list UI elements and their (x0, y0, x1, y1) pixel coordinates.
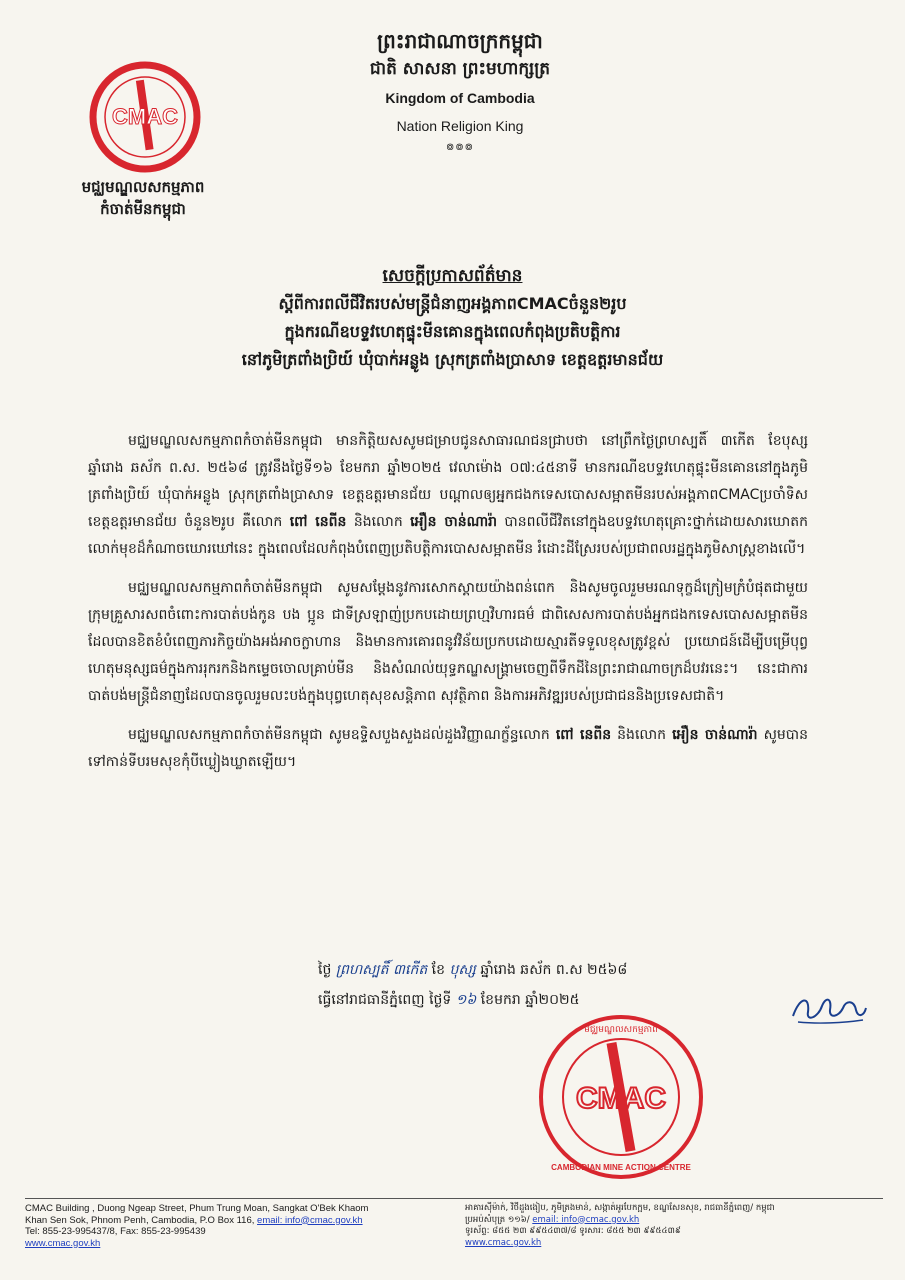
footer-en-email-link[interactable]: email: info@cmac.gov.kh (257, 1214, 363, 1226)
footer-en-address-2 (25, 1215, 445, 1227)
p3-text-a: មជ្ឈមណ្ឌលសកម្មភាពកំចាត់មីនកម្ពុជា សូមឧទ្ទិសបួងសួងដល់ដួងវិញ្ញាណក្ខ័ន្ធលោក (128, 727, 550, 743)
paragraph-1 (88, 428, 808, 563)
paragraph-2: មជ្ឈមណ្ឌលសកម្មភាពកំចាត់មីនកម្ពុជា សូមសម្តែងនូវការសោកស្តាយយ៉ាងពន់ពេក និងសូមចូលរួមមរណទុក្ខដ៏ក្រៀមក្រំបំផុតជាមួយក្រុមគ្រួសារសពចំពោះការបាត់បង់កូន បង ប្អូន ជាទីស្រឡាញ់ប្រកបដោយព្រហ្មវិហារធម៌ ជាពិសេសការបាត់បង់អ្នកជងកទេសបោសសម្អាតមីន ដែលបានខិតខំបំពេញភារកិច្ចយ៉ាងអង់អាចក្លាហាន និងមានការគោរពនូវវិន័យប្រកបដោយស្មារតីទទួលខុសត្រូវខ្ពស់ ប្រយោជន៍ដើម្បីបម្រើបុព្វហេតុមនុស្សធម៌ក្នុងការរុករកនិងកម្ទេចចោលគ្រាប់មីន និងសំណល់យុទ្ធភណ្ឌសង្គ្រាមចេញពីទឹកដីនៃព្រះរាជាណាចក្រដ៏បវរនេះ។ នេះជាការបាត់បង់មន្ត្រីជំនាញដែលបានចូលរួមលះបង់ក្នុងបុព្វហេតុសុខសន្តិភាព សុវត្ថិភាព និងការអភិវឌ្ឍរបស់ប្រជាជននិងប្រទេសជាតិ។ (88, 580, 808, 704)
p3-text-c: សូមបានទៅកាន់ទីបរមសុខកុំបីឃ្លៀងឃ្លាតឡើយ។ (88, 727, 809, 770)
body-text (88, 428, 808, 788)
footer-kh-pobox: ប្រអប់សំបុត្រ ១១៦/ (465, 1214, 530, 1225)
svg-text:CMAC: CMAC (576, 1082, 666, 1115)
place-prefix: ធ្វើនៅរាជធានីភ្នំពេញ ថ្ងៃទី (318, 992, 452, 1008)
handwritten-month: បុស្ស (449, 962, 476, 978)
footer-english (25, 1203, 445, 1249)
p1-text-c: បានពលីជីវិតនៅក្នុងឧបទ្ទវហេតុគ្រោះថ្នាក់ដោយសារឃោតកលោក់មុខដ៏កំណាចឃោរឃៅនេះ ក្នុងពេលដែលកំពុងបំពេញប្រតិបត្តិការបោសសម្អាតមីន រំដោះដីស្រែរបស់ប្រជាពលរដ្ឋក្នុងភូមិសាស្ត្រខាងលើ។ (88, 514, 809, 557)
lunar-year: ឆ្នាំរោង ឆស័ក ព.ស ២៥៦៨ (480, 962, 628, 978)
footer-khmer (465, 1203, 885, 1249)
month-label: ខែ (431, 962, 446, 978)
footer-en-pobox: Khan Sen Sok, Phnom Penh, Cambodia, P.O Box 116, (25, 1214, 255, 1226)
victim-name-2: អឿន ចាន់ណារ៉ា (410, 514, 497, 530)
p3-victim-name-2: អឿន ចាន់ណារ៉ា (672, 727, 758, 743)
motto-en: Nation Religion King (396, 118, 524, 134)
footer-en-phone: Tel: 855-23-995437/8, Fax: 855-23-995439 (25, 1226, 206, 1237)
footer-en-address-1: CMAC Building , Duong Ngeap Street, Phum Trung Moan, Sangkat O'Bek Khaom (25, 1203, 369, 1214)
footer-en-website-link[interactable]: www.cmac.gov.kh (25, 1237, 101, 1249)
title-line-2: ស្តីពីការពលីជីវិតរបស់មន្ត្រីជំនាញអង្គភាពCMACចំនួន២រូប (278, 294, 627, 313)
p1-text-a: មជ្ឈមណ្ឌលសកម្មភាពកំចាត់មីនកម្ពុជា មានកិត្តិយសសូមជម្រាបជូនសាធារណជនជ្រាបថា នៅព្រឹកថ្ងៃព្រហស្បតិ៍ ៣កើត ខែបុស្ស ឆ្នាំរោង ឆស័ក ព.ស. ២៥៦៨ ត្រូវនឹងថ្ងៃទី១៦ ខែមករា ឆ្នាំ២០២៥ វេលាម៉ោង ០៧:៤៥នាទី មានករណីឧបទ្ទវហេតុផ្ទុះមីនគោននៅក្នុងភូមិត្រពាំងប្រិយ៍ ឃុំបាក់អន្លូង ស្រុកត្រពាំងប្រាសាទ ខេត្តឧត្តរមានជ័យ បណ្តាលឲ្យអ្នកជងកទេសបោសសម្អាតមីនរបស់អង្គភាពCMACប្រចាំទិសខេត្តឧត្តរមានជ័យ ចំនួន២រូប គឺលោក (88, 433, 808, 530)
ornament-divider: ៙៙៙ (446, 142, 474, 153)
footer-kh-email-link[interactable]: email: info@cmac.gov.kh (532, 1214, 640, 1225)
handwritten-lunar-day: ៣កើត (393, 962, 428, 978)
cmac-logo (88, 60, 203, 175)
title-block (60, 262, 845, 374)
svg-text:មជ្ឈមណ្ឌលសកម្មភាព: មជ្ឈមណ្ឌលសកម្មភាព (584, 1025, 658, 1035)
kingdom-kh: ព្រះរាជាណាចក្រកម្ពុជា (377, 29, 543, 53)
handwritten-day: ១៦ (455, 992, 477, 1008)
title-line-3: ក្នុងករណីឧបទ្ទវហេតុផ្ទុះមីនគោនក្នុងពេលកំពុងប្រតិបត្តិការ (284, 322, 621, 341)
footer-kh-address-2 (465, 1215, 885, 1227)
footer-kh-address-1: អាគារស៊ីម៉ាក់, វិថីដួងងៀប, ភូមិត្រងមាន់, សង្កាត់អូរបែកក្អម, ខណ្ឌសែនសុខ, រាជធានីភ្នំពេញ/ កម្ពុជា (465, 1203, 775, 1213)
footer-divider (25, 1198, 883, 1199)
date-prefix: ថ្ងៃ (318, 962, 332, 978)
p3-victim-name-1: ពៅ នេពីន (555, 727, 612, 743)
svg-text:CMAC: CMAC (112, 104, 178, 129)
official-seal (536, 1012, 706, 1182)
place-suffix: ខែមករា ឆ្នាំ២០២៥ (480, 992, 580, 1008)
lunar-date-line (318, 958, 818, 982)
org-name-line1: មជ្ឈមណ្ឌលសកម្មភាព (81, 178, 205, 196)
kingdom-en: Kingdom of Cambodia (385, 90, 535, 106)
motto-kh: ជាតិ សាសនា ព្រះមហាក្សត្រ (369, 59, 551, 79)
p3-text-b: និងលោក (617, 727, 667, 743)
footer-kh-phone: ទូរស័ព្ទ: ៨៥៥ ២៣ ៩៩៥៤៣៧/៨ ទូរសារ: ៨៥៥ ២៣ ៩៩៥៤៣៩ (465, 1226, 681, 1236)
paragraph-3 (88, 722, 808, 776)
svg-text:CAMBODIAN MINE ACTION CENTRE: CAMBODIAN MINE ACTION CENTRE (551, 1163, 691, 1172)
organization-name (28, 176, 258, 220)
title-line-4: នៅភូមិត្រពាំងប្រិយ៍ ឃុំបាក់អន្លូង ស្រុកត្រពាំងប្រាសាទ ខេត្តឧត្តរមានជ័យ (241, 350, 664, 369)
victim-name-1: ពៅ នេពីន (289, 514, 347, 530)
footer-kh-website-link[interactable]: www.cmac.gov.kh (465, 1237, 542, 1248)
handwritten-weekday: ព្រហស្បតិ៍ (335, 962, 389, 978)
p1-text-b: និងលោក (353, 514, 403, 530)
place-date-line (318, 988, 818, 1012)
signature (788, 988, 868, 1028)
org-name-line2: កំចាត់មីនកម្ពុជា (100, 200, 186, 218)
press-release-title: សេចក្តីប្រកាសព័ត៌មាន (382, 266, 523, 286)
